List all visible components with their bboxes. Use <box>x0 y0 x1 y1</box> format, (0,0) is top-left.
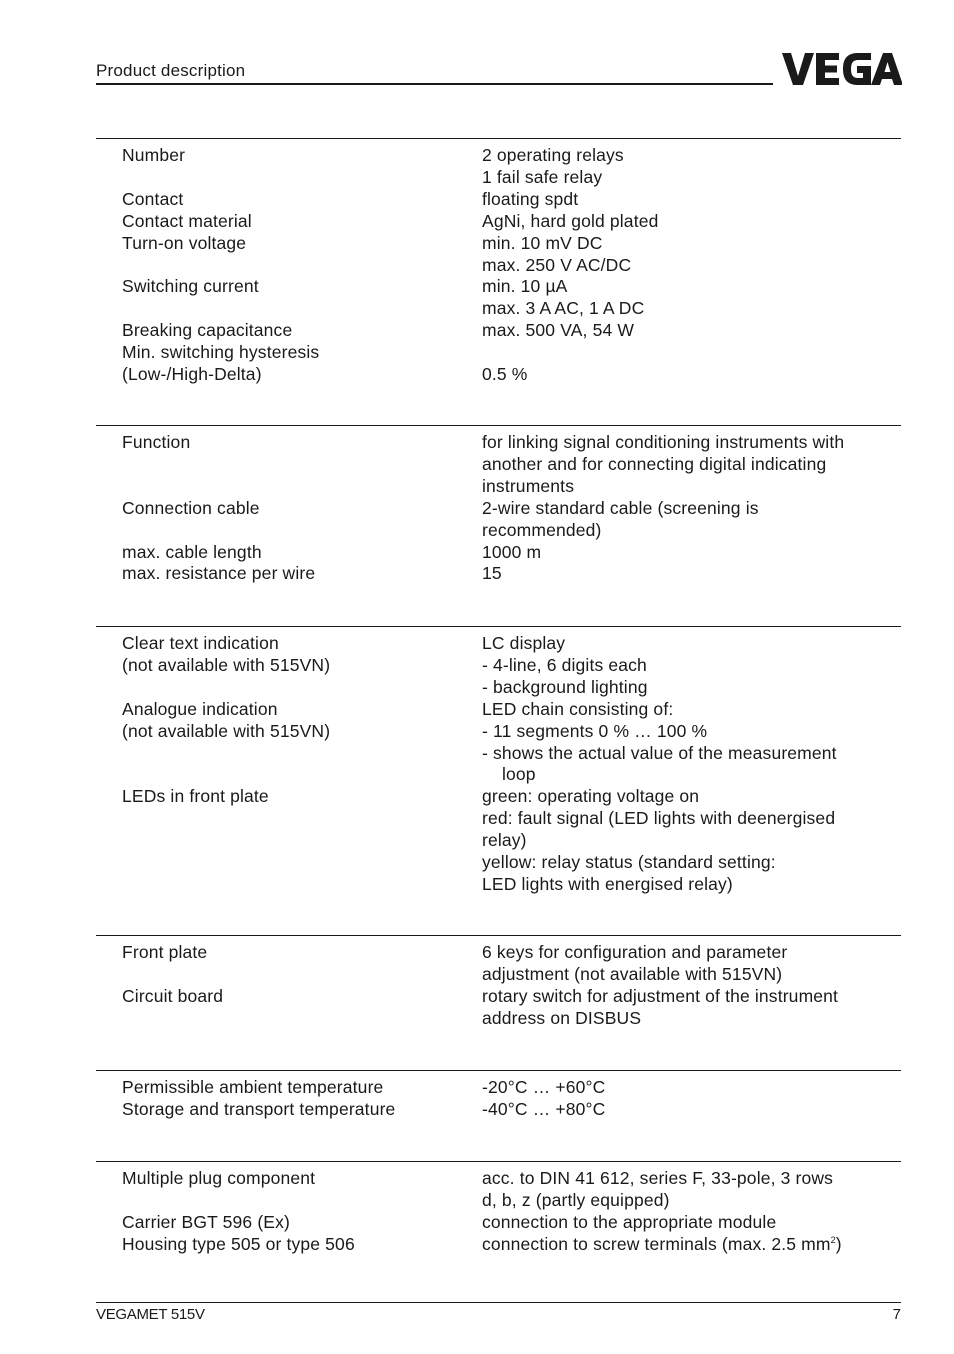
page-header-title: Product description <box>96 61 246 80</box>
footer-page-number: 7 <box>892 1306 901 1323</box>
spec-section <box>96 425 901 584</box>
spec-section <box>96 935 901 1028</box>
spec-label: Contact material <box>122 210 252 231</box>
superscript: 2 <box>830 1234 836 1245</box>
spec-value: min. 10 mV DC <box>482 232 603 253</box>
header-rule <box>96 83 773 85</box>
spec-label: Permissible ambient temperature <box>122 1077 384 1097</box>
spec-value: max. 500 VA, 54 W <box>482 320 635 341</box>
spec-value-suffix: ) <box>835 1233 842 1254</box>
spec-value: address on DISBUS <box>482 1007 642 1028</box>
spec-value: yellow: relay status (standard setting: <box>482 852 776 872</box>
spec-value: 2 operating relays <box>482 145 624 165</box>
spec-value: rotary switch for adjustment of the instrument <box>482 985 839 1006</box>
spec-value: floating spdt <box>482 188 579 209</box>
spec-section <box>96 1070 901 1119</box>
spec-label: Storage and transport temperature <box>122 1098 396 1119</box>
spec-label: Analogue indication <box>122 698 278 719</box>
spec-label: (not available with 515VN) <box>122 654 331 675</box>
spec-value: - 11 segments 0 % … 100 % <box>482 720 708 741</box>
spec-value <box>482 1233 842 1255</box>
spec-label: Front plate <box>122 942 208 962</box>
spec-value: relay) <box>482 830 527 851</box>
spec-value: LC display <box>482 633 566 653</box>
spec-label: LEDs in front plate <box>122 786 269 807</box>
spec-label: Breaking capacitance <box>122 320 293 341</box>
spec-value: loop <box>502 764 536 785</box>
spec-label: (Low-/High-Delta) <box>122 364 262 384</box>
spec-label: Function <box>122 432 191 452</box>
spec-value: red: fault signal (LED lights with deenergised <box>482 808 836 829</box>
spec-label: Carrier BGT 596 (Ex) <box>122 1211 290 1232</box>
spec-label: Switching current <box>122 276 259 297</box>
spec-label: Multiple plug component <box>122 1168 316 1188</box>
spec-label: Connection cable <box>122 497 260 518</box>
spec-value: acc. to DIN 41 612, series F, 33-pole, 3 rows <box>482 1168 834 1188</box>
spec-label: max. cable length <box>122 541 262 562</box>
spec-value: LED lights with energised relay) <box>482 873 733 894</box>
spec-value: 15 <box>482 563 502 584</box>
spec-label: Number <box>122 145 186 165</box>
spec-value: - background lighting <box>482 676 648 697</box>
spec-label: Turn-on voltage <box>122 232 247 253</box>
vega-logo <box>782 51 902 87</box>
spec-value: instruments <box>482 475 575 496</box>
spec-value: max. 3 A AC, 1 A DC <box>482 298 645 319</box>
spec-label: Min. switching hysteresis <box>122 342 320 363</box>
spec-label: max. resistance per wire <box>122 563 316 584</box>
spec-value: green: operating voltage on <box>482 786 700 807</box>
spec-value: 1 fail safe relay <box>482 166 603 187</box>
spec-value: -40°C … +80°C <box>482 1098 606 1119</box>
spec-value: - 4-line, 6 digits each <box>482 654 647 675</box>
footer-rule <box>96 1302 901 1303</box>
spec-value: 1000 m <box>482 541 542 562</box>
spec-value: AgNi, hard gold plated <box>482 210 659 231</box>
spec-section <box>96 626 901 894</box>
spec-value: 6 keys for configuration and parameter <box>482 942 788 962</box>
spec-value: - shows the actual value of the measurement <box>482 742 837 763</box>
spec-section <box>96 1161 901 1254</box>
spec-value: 2-wire standard cable (screening is <box>482 497 759 518</box>
spec-value: recommended) <box>482 519 602 540</box>
spec-value: for linking signal conditioning instruments with <box>482 432 845 452</box>
spec-value: adjustment (not available with 515VN) <box>482 963 783 984</box>
spec-value: min. 10 µA <box>482 276 568 297</box>
spec-value-text: connection to screw terminals (max. 2.5 mm <box>482 1233 831 1254</box>
spec-label: Circuit board <box>122 985 224 1006</box>
spec-label: Contact <box>122 188 184 209</box>
spec-value: connection to the appropriate module <box>482 1211 777 1232</box>
spec-section <box>96 138 901 384</box>
spec-value: max. 250 V AC/DC <box>482 254 632 275</box>
spec-value: 0.5 % <box>482 364 528 384</box>
footer-document-name: VEGAMET 515V <box>96 1306 205 1323</box>
spec-value: LED chain consisting of: <box>482 698 674 719</box>
spec-value: d, b, z (partly equipped) <box>482 1189 670 1210</box>
spec-label: Clear text indication <box>122 633 279 653</box>
spec-value: another and for connecting digital indicating <box>482 453 827 474</box>
spec-label: (not available with 515VN) <box>122 720 331 741</box>
spec-label: Housing type 505 or type 506 <box>122 1233 355 1254</box>
spec-value: -20°C … +60°C <box>482 1077 606 1097</box>
